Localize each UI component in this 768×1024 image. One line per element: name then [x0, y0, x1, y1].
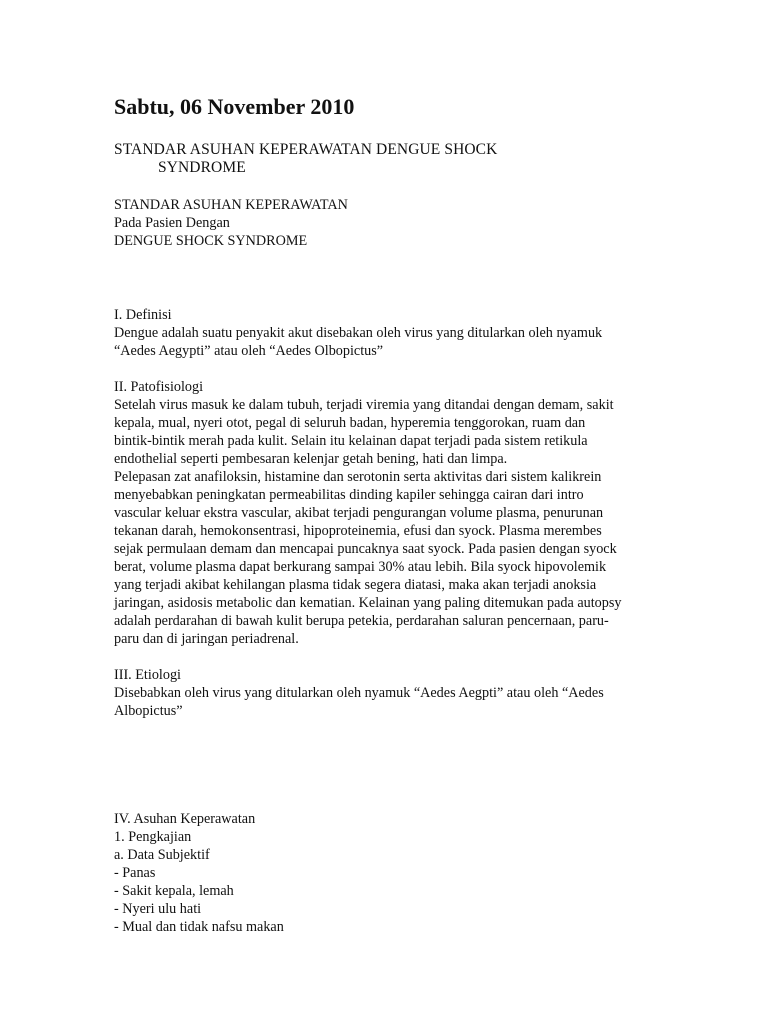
list-line: a. Data Subjektif — [114, 847, 210, 863]
paragraph-line: jaringan, asidosis metabolic dan kematian. Kelainan yang paling ditemukan pada autopsy — [114, 595, 622, 611]
header-line: DENGUE SHOCK SYNDROME — [114, 233, 308, 249]
list-line: - Mual dan tidak nafsu makan — [114, 919, 284, 935]
paragraph-line: Albopictus” — [114, 703, 183, 719]
header-line: Pada Pasien Dengan — [114, 215, 230, 231]
list-line: - Panas — [114, 865, 156, 881]
list-line: - Nyeri ulu hati — [114, 901, 202, 917]
header-line: STANDAR ASUHAN KEPERAWATAN — [114, 197, 348, 213]
document-body — [114, 196, 659, 936]
paragraph-line: Pelepasan zat anafiloksin, histamine dan serotonin serta aktivitas dari sistem kalikrein — [114, 469, 602, 485]
paragraph-line: menyebabkan peningkatan permeabilitas dinding kapiler sehingga cairan dari intro — [114, 487, 584, 503]
section-heading: IV. Asuhan Keperawatan — [114, 811, 256, 827]
section-heading: III. Etiologi — [114, 667, 181, 683]
section-heading: I. Definisi — [114, 307, 172, 323]
paragraph-line: berat, volume plasma dapat berkurang sampai 30% atau lebih. Bila syock hipovolemik — [114, 559, 607, 575]
title-line: SYNDROME — [158, 159, 246, 176]
list-line: - Sakit kepala, lemah — [114, 883, 234, 899]
section-etiologi — [114, 666, 659, 720]
paragraph-line: paru dan di jaringan periadrenal. — [114, 631, 299, 647]
paragraph-line: Disebabkan oleh virus yang ditularkan oleh nyamuk “Aedes Aegpti” atau oleh “Aedes — [114, 685, 604, 701]
paragraph-line: sejak permulaan demam dan mencapai puncaknya saat syock. Pada pasien dengan syock — [114, 541, 617, 557]
paragraph-line: Setelah virus masuk ke dalam tubuh, terjadi viremia yang ditandai dengan demam, sakit — [114, 397, 614, 413]
title-line: STANDAR ASUHAN KEPERAWATAN DENGUE SHOCK — [114, 141, 498, 158]
paragraph-line: Dengue adalah suatu penyakit akut disebakan oleh virus yang ditularkan oleh nyamuk — [114, 325, 603, 341]
paragraph-line: kepala, mual, nyeri otot, pegal di seluruh badan, hyperemia tenggorokan, ruam dan — [114, 415, 586, 431]
paragraph-line: vascular keluar ekstra vascular, akibat terjadi pengurangan volume plasma, penurunan — [114, 505, 604, 521]
document-title — [114, 140, 497, 176]
section-patofisiologi — [114, 378, 659, 648]
paragraph-line: tekanan darah, hemokonsentrasi, hipoproteinemia, efusi dan syock. Plasma merembes — [114, 523, 602, 539]
paragraph-line: “Aedes Aegypti” atau oleh “Aedes Olbopictus” — [114, 343, 384, 359]
paragraph-line: bintik-bintik merah pada kulit. Selain itu kelainan dapat terjadi pada sistem retikula — [114, 433, 588, 449]
paragraph-line: adalah perdarahan di bawah kulit berupa petekia, perdarahan saluran pencernaan, paru- — [114, 613, 609, 629]
paragraph-line: endothelial seperti pembesaran kelenjar getah bening, hati dan limpa. — [114, 451, 508, 467]
paragraph-line: yang terjadi akibat kehilangan plasma tidak segera diatasi, maka akan terjadi anoksia — [114, 577, 597, 593]
section-definisi — [114, 306, 659, 360]
section-asuhan-keperawatan — [114, 810, 659, 936]
section-heading: II. Patofisiologi — [114, 379, 204, 395]
list-line: 1. Pengkajian — [114, 829, 192, 845]
post-date: Sabtu, 06 November 2010 — [114, 94, 355, 119]
header-block — [114, 196, 659, 250]
